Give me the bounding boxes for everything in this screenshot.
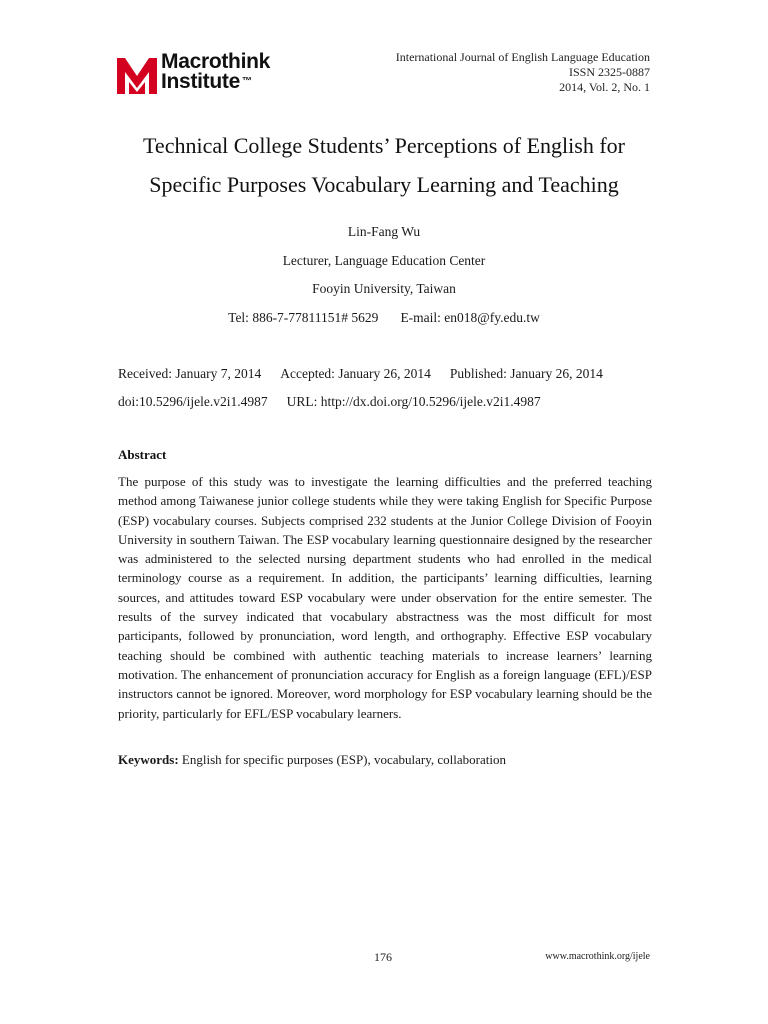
author-block	[100, 218, 668, 332]
author-tel: Tel: 886-7-77811151# 5629	[228, 309, 379, 325]
dates-line	[118, 360, 658, 388]
page-number: 176	[374, 950, 392, 964]
journal-issn: ISSN 2325-0887	[568, 65, 650, 79]
title-line-2: Specific Purposes Vocabulary Learning and Teaching	[149, 172, 619, 197]
journal-issue: 2014, Vol. 2, No. 1	[559, 80, 650, 94]
journal-name: International Journal of English Language Education	[395, 50, 650, 64]
accepted-date: Accepted: January 26, 2014	[280, 366, 431, 381]
logo-wordmark	[161, 52, 270, 92]
contact-line	[100, 304, 668, 333]
doi: doi:10.5296/ijele.v2i1.4987	[118, 394, 268, 409]
macrothink-m-icon	[117, 54, 157, 94]
received-date: Received: January 7, 2014	[118, 366, 262, 381]
footer-url-link[interactable]: www.macrothink.org/ijele	[545, 951, 650, 962]
keywords-text: English for specific purposes (ESP), vocabulary, collaboration	[178, 752, 506, 767]
journal-info	[396, 50, 650, 95]
author-email[interactable]: E-mail: en018@fy.edu.tw	[400, 309, 540, 325]
doi-url-link[interactable]: URL: http://dx.doi.org/10.5296/ijele.v2i1.4987	[286, 394, 541, 409]
published-date: Published: January 26, 2014	[449, 366, 603, 381]
doi-line	[118, 388, 658, 416]
logo-line-2	[161, 72, 270, 92]
keywords-label: Keywords:	[118, 752, 179, 767]
author-position: Lecturer, Language Education Center	[282, 252, 486, 268]
abstract-body: The purpose of this study was to investigate the learning difficulties and the preferred teaching method among Taiwanese junior college students while they were taking English for Specific Purpose (ESP) vocabulary courses. Subjects comprised 232 students at the Junior College Division of Fooyin University in southern Taiwan. The ESP vocabulary learning questionnaire designed by the researcher was administered to the selected nursing department students who had enrolled in the medical terminology course as a requirement. In addition, the participants’ learning difficulties, learning sources, and attitudes toward ESP vocabulary were under observation for the entire semester. The results of the survey indicated that vocabulary abstractness was the most difficult for most participants, followed by pronunciation, word length, and orthography. Effective ESP vocabulary teaching should be combined with authentic teaching materials to increase learners’ learning motivation. The enhancement of pronunciation accuracy for English as a foreign language (EFL)/ESP instructors cannot be ignored. Moreover, word morphology for ESP vocabulary learning should be the priority, particularly for EFL/ESP vocabulary learners.	[118, 474, 652, 721]
logo-line-1: Macrothink	[161, 50, 271, 73]
title-line-1: Technical College Students’ Perceptions of English for	[143, 133, 625, 158]
abstract-heading: Abstract	[118, 447, 167, 462]
publication-dates	[118, 360, 658, 416]
author-affiliation: Fooyin University, Taiwan	[312, 281, 456, 296]
macrothink-logo	[117, 52, 307, 96]
article-title	[100, 126, 668, 204]
author-name: Lin-Fang Wu	[347, 224, 421, 239]
keywords	[118, 750, 652, 769]
trademark-symbol: ™	[241, 76, 252, 87]
logo-line-2-text: Institute	[161, 70, 240, 93]
